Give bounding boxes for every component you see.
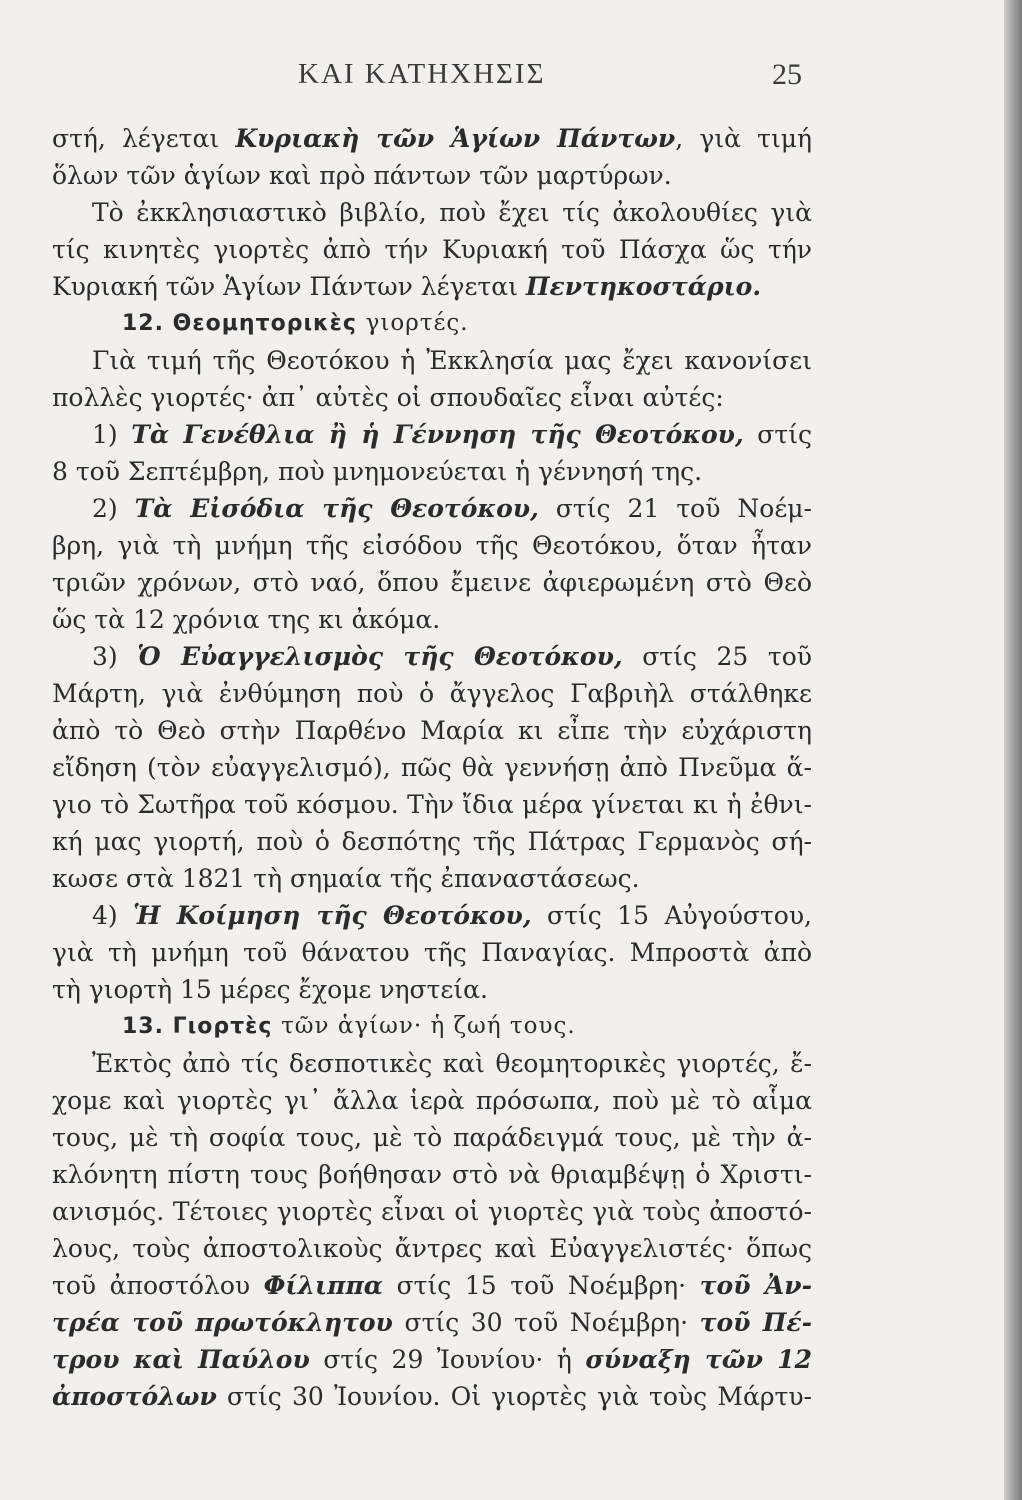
page-body-text: [52, 120, 812, 1415]
page-number: 25: [772, 58, 802, 91]
text-line: [52, 527, 812, 564]
text-span: 12. Θεομητορικὲς: [122, 311, 366, 336]
text-line: [52, 120, 812, 157]
text-span: στίς 25 τοῦ: [622, 642, 813, 671]
text-line: [52, 379, 812, 416]
text-span: στίς: [743, 420, 813, 449]
text-line: [52, 823, 812, 860]
text-line: [52, 675, 812, 712]
text-span: ανισμός. Τέτοιες γιορτὲς εἶναι οἱ γιορτὲς γιὰ τοὺς ἀποστό-: [52, 1197, 812, 1226]
text-span: τῶν ἁγίων· ἡ ζωή τους.: [281, 1013, 576, 1039]
text-line: [52, 231, 812, 268]
emphasis-text: Φίλιππα: [263, 1271, 383, 1300]
text-span: πολλὲς γιορτές· ἀπ᾽ αὐτὲς οἱ σπουδαῖες εἶναι αὐτές:: [52, 383, 724, 412]
emphasis-text: Ὁ Εὐαγγελισμὸς τῆς Θεοτόκου,: [137, 642, 623, 671]
text-span: βρη, γιὰ τὴ μνήμη τῆς εἰσόδου τῆς Θεοτόκου, ὅταν ἦταν: [52, 531, 812, 560]
section-heading: [52, 305, 812, 342]
text-span: 1): [92, 420, 132, 449]
text-span: στίς 21 τοῦ Νοέμ-: [538, 494, 812, 523]
text-line: [52, 1341, 812, 1378]
text-span: 13. Γιορτὲς: [122, 1014, 282, 1039]
text-span: 3): [92, 642, 138, 671]
emphasis-text: τοῦ Ἀν-: [699, 1271, 813, 1300]
text-line: [52, 971, 812, 1008]
text-span: τριῶν χρόνων, στὸ ναό, ὅπου ἔμεινε ἀφιερωμένη στὸ Θεὸ: [52, 568, 812, 597]
text-span: εἴδηση (τὸν εὐαγγελισμό), πῶς θὰ γεννήσῃ ἀπὸ Πνεῦμα ἅ-: [52, 753, 812, 782]
text-span: γιὰ τὴ μνήμη τοῦ θάνατου τῆς Παναγίας. Μπροστὰ ἀπὸ: [52, 938, 812, 967]
text-line: [52, 712, 812, 749]
text-line: [52, 601, 812, 638]
text-line: [52, 157, 812, 194]
emphasis-text: Τὰ Γενέθλια ἢ ἡ Γέννηση τῆς Θεοτόκου,: [131, 420, 744, 449]
text-line: [52, 416, 812, 453]
text-span: τὴ γιορτὴ 15 μέρες ἔχομε νηστεία.: [52, 975, 488, 1004]
text-span: Κυριακή τῶν Ἁγίων Πάντων λέγεται: [52, 272, 526, 301]
text-line: [52, 1045, 812, 1082]
text-line: [52, 1304, 812, 1341]
text-span: λους, τοὺς ἀποστολικοὺς ἄντρες καὶ Εὐαγγελιστές· ὅπως: [52, 1234, 812, 1263]
text-span: 8 τοῦ Σεπτέμβρη, ποὺ μνημονεύεται ἡ γέννησή της.: [52, 457, 703, 486]
text-line: [52, 860, 812, 897]
text-line: [52, 564, 812, 601]
text-line: [52, 268, 812, 305]
text-span: τοῦ ἀποστόλου: [52, 1271, 264, 1300]
text-line: [52, 342, 812, 379]
text-span: στίς 15 Αὐγούστου,: [531, 901, 812, 930]
section-heading: [52, 1008, 812, 1045]
text-span: στίς 15 τοῦ Νοέμβρη·: [383, 1271, 700, 1300]
text-span: Μάρτη, γιὰ ἐνθύμηση ποὺ ὁ ἄγγελος Γαβριὴλ στάλθηκε: [52, 679, 812, 708]
emphasis-text: τρέα τοῦ πρωτόκλητου: [52, 1308, 393, 1337]
emphasis-text: Πεντηκοστάριο.: [525, 272, 762, 301]
text-line: [52, 1267, 812, 1304]
text-line: [52, 1156, 812, 1193]
emphasis-text: Τὰ Εἰσόδια τῆς Θεοτόκου,: [134, 494, 539, 523]
emphasis-text: Κυριακὴ τῶν Ἁγίων Πάντων: [235, 124, 676, 153]
text-line: [52, 786, 812, 823]
text-line: [52, 453, 812, 490]
text-span: τους, μὲ τὴ σοφία τους, μὲ τὸ παράδειγμά τους, μὲ τὴν ἀ-: [52, 1123, 812, 1152]
emphasis-text: τρου καὶ Παύλου: [52, 1345, 310, 1374]
text-span: Γιὰ τιμή τῆς Θεοτόκου ἡ Ἐκκλησία μας ἔχει κανονίσει: [92, 346, 812, 375]
text-span: κή μας γιορτή, ποὺ ὁ δεσπότης τῆς Πάτρας Γερμανὸς σή-: [52, 827, 812, 856]
text-line: [52, 1193, 812, 1230]
running-head: ΚΑΙ ΚΑΤΗΧΗΣΙΣ: [298, 58, 546, 90]
text-span: , γιὰ τιμή: [675, 124, 813, 153]
text-line: [52, 1230, 812, 1267]
text-line: [52, 934, 812, 971]
text-span: χομε καὶ γιορτὲς γι᾽ ἄλλα ἱερὰ πρόσωπα, ποὺ μὲ τὸ αἷμα: [52, 1086, 812, 1115]
text-line: [52, 490, 812, 527]
text-span: Τὸ ἐκκλησιαστικὸ βιβλίο, ποὺ ἔχει τίς ἀκολουθίες γιὰ: [92, 198, 812, 227]
text-span: τίς κινητὲς γιορτὲς ἀπὸ τήν Κυριακή τοῦ Πάσχα ὥς τήν: [52, 235, 812, 264]
text-line: [52, 897, 812, 934]
emphasis-text: σύναξη τῶν 12: [585, 1345, 812, 1374]
text-line: [52, 194, 812, 231]
emphasis-text: ἀποστόλων: [52, 1382, 217, 1411]
text-line: [52, 1082, 812, 1119]
emphasis-text: τοῦ Πέ-: [699, 1308, 812, 1337]
page-header: [0, 58, 1004, 98]
emphasis-text: Ἡ Κοίμηση τῆς Θεοτόκου,: [133, 901, 532, 930]
text-span: στίς 29 Ἰουνίου· ἡ: [309, 1345, 586, 1374]
text-span: ὥς τὰ 12 χρόνια της κι ἀκόμα.: [52, 605, 441, 634]
text-span: γιορτές.: [365, 310, 469, 336]
page-edge-shadow: [1004, 0, 1022, 1500]
text-span: στίς 30 τοῦ Νοέμβρη·: [392, 1308, 700, 1337]
text-span: ἀπὸ τὸ Θεὸ στὴν Παρθένο Μαρία κι εἶπε τὴν εὐχάριστη: [52, 716, 812, 745]
text-span: 2): [92, 494, 135, 523]
text-line: [52, 1378, 812, 1415]
text-span: στίς 30 Ἰουνίου. Οἱ γιορτὲς γιὰ τοὺς Μάρτυ-: [216, 1382, 812, 1411]
text-span: γιο τὸ Σωτῆρα τοῦ κόσμου. Τὴν ἴδια μέρα γίνεται κι ἡ ἐθνι-: [52, 790, 812, 819]
text-span: Ἐκτὸς ἀπὸ τίς δεσποτικὲς καὶ θεομητορικὲς γιορτές, ἔ-: [92, 1049, 812, 1078]
text-span: ὅλων τῶν ἁγίων καὶ πρὸ πάντων τῶν μαρτύρων.: [52, 161, 672, 190]
text-span: 4): [92, 901, 134, 930]
text-line: [52, 1119, 812, 1156]
text-line: [52, 638, 812, 675]
text-line: [52, 749, 812, 786]
text-span: στή, λέγεται: [52, 124, 236, 153]
text-span: κωσε στὰ 1821 τὴ σημαία τῆς ἐπαναστάσεως.: [52, 864, 640, 893]
text-span: κλόνητη πίστη τους βοήθησαν στὸ νὰ θριαμβέψῃ ὁ Χριστι-: [52, 1160, 812, 1189]
